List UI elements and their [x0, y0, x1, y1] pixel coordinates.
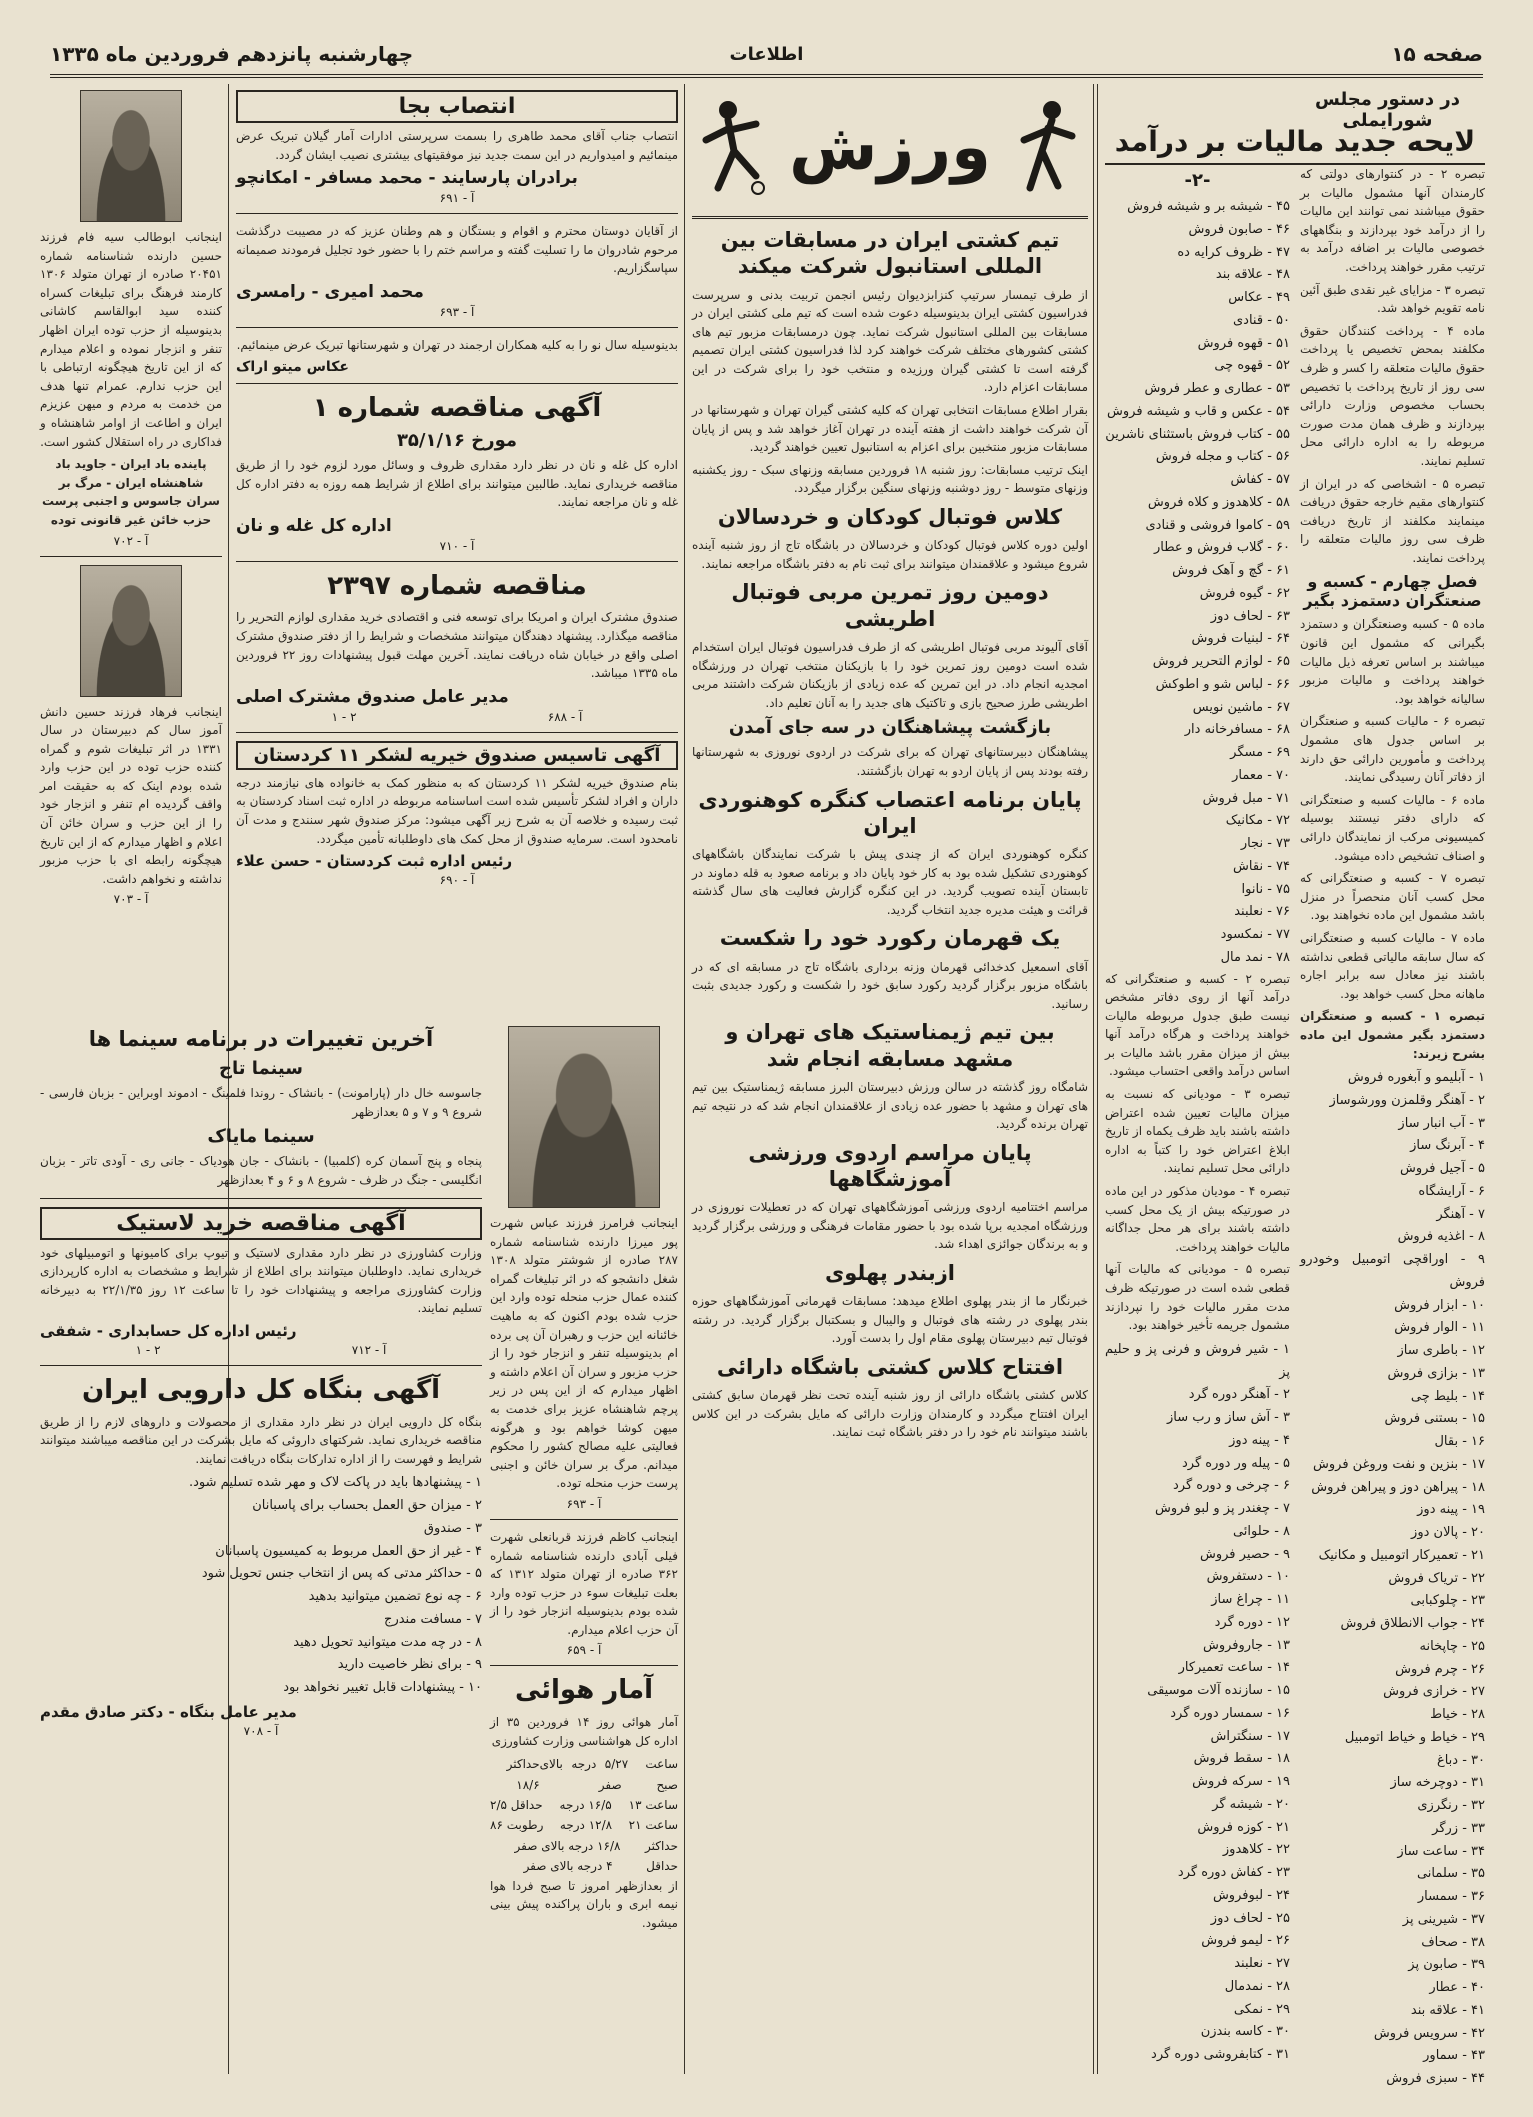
announcement-text: اینجانب فرامرز فرزند عباس شهرت پور میرزا دارنده شناسنامه شماره ۲۸۷ صادره از شوشتر متولد ۱۳۰۸ شغل دانشجو که در اثر تبلیغات گمراه کننده عمال حزب منحله توده وارد این حزب شده بودم اکنون که به ماهیت خائنانه این حزب و رهبران آن پی برده ام بدینوسیله تنفر و انزجار خود را از حزب مزبور و سران آن اعلام داشته و اظهار میدارم که از این پس در زیر پرچم شاهنشاه عزیز برای خدمت به میهن کوشا خواهم بود و هرگونه فعالیتی علیه مصالح کشور را محکوم میدانم. مرگ بر سران خائن و اجنبی پرست حزب منحله توده.: [490, 1216, 678, 1491]
trade-list-item: ۵۶ - کتاب و مجله فروش: [1155, 449, 1290, 465]
peddler-list-item: ۲۱ - کوزه فروش: [1197, 1819, 1290, 1835]
weather-cell: ساعت ۷ صبح: [621, 1757, 678, 1792]
weather-cell: حداکثر ۱۸/۶: [506, 1757, 540, 1792]
sports-headline: دومین روز تمرین مربی فوتبال اطریشی: [731, 580, 1049, 631]
ad-title: مناقصه شماره ۲۳۹۷: [327, 570, 587, 601]
trade-list-item: ۷۲ - مکانیک: [1225, 813, 1290, 829]
trade-list-item: ۲۵ - چاپخانه: [1419, 1638, 1485, 1654]
trade-list-item: ۴۲ - سرویس فروش: [1373, 2025, 1485, 2041]
peddler-list-item: ۱۹ - سرکه فروش: [1192, 1774, 1290, 1790]
ad-text: از آقایان دوستان محترم و اقوام و بستگان و هم وطنان عزیز که در مصیبت درگذشت مرحوم شادروان ما را تسلیت گفته و مراسم ختم را با حضور خود تجلیل فرمودند صمیمانه سپاسگزاریم.: [236, 224, 678, 276]
divider: [490, 1519, 678, 1520]
peddler-list-item: ۳ - آش ساز و رب ساز: [1166, 1410, 1290, 1426]
trade-list-item: ۳۹ - صابون پز: [1408, 1957, 1485, 1973]
trade-list-item: ۳۴ - ساعت ساز: [1397, 1843, 1485, 1859]
trade-list-item: ۱۱ - الوار فروش: [1394, 1320, 1485, 1336]
tax-bill-paragraph: تبصره ۲ - در کنتوارهای دولتی که کارمندان آنها مشمول مالیات بر حقوق میباشند نمی توانند این مالیات را از درآمد خود بپردازند و بنگاههای خصوصی مالیات بر اضافه درآمد به ترتیب مقرر خواهند پرداخت.: [1300, 167, 1486, 274]
peddler-list-item: ۴ - پینه دوز: [1229, 1432, 1290, 1448]
tax-bill-paragraph: ماده ۴ - پرداخت کنندگان حقوق مکلفند بمحض تخصیص یا پرداخت حقوق مالیات متعلقه را کسر و ظرف سی روز از تاریخ پرداخت با تخصیص بحساب مخصوص وزارت دارائی بپردازند و ظرف همان مدت صورت مربوطه را به اداره دارائی محل تسلیم نمایند.: [1300, 323, 1485, 468]
trade-list-item: ۱۰ - ابزار فروش: [1394, 1297, 1485, 1313]
peddler-list-item: ۱۷ - سنگتراش: [1210, 1728, 1290, 1744]
peddler-list-item: ۲۶ - لیمو فروش: [1201, 1933, 1290, 1949]
trade-list-item: ۵۰ - قنادی: [1233, 312, 1290, 328]
peddler-list-item: ۲۹ - نمکی: [1233, 2001, 1290, 2017]
trade-list-item: ۸ - اغذیه فروش: [1397, 1229, 1485, 1245]
weather-heading: آمار هوائی: [514, 1675, 654, 1706]
masthead-page: صفحه ۱۵: [1391, 42, 1483, 66]
ad-code: آ - ۶۹۳: [566, 1496, 602, 1511]
tax-bill-paragraph: ماده ۵ - کسبه وصنعتگران و دستمزد بگیرانی که مشمول این قانون میباشند بر اساس تعرفه ذیل مالیات خواهند پرداخت و مالیات مزبور سالیانه خواهد بود.: [1300, 617, 1485, 706]
ad-text: بنام صندوق خیریه لشکر ۱۱ کردستان که به منظور کمک به خانواده های نیازمند درجه داران و افراد لشکر تأسیس شده است اساسنامه مربوطه در اداره ثبت اسناد کردستان به ثبت رسیده و خلاصه آن به شرح زیر آگهی میشود: مرکز صندوق شهر سنندج و مدت آن نامحدود است. سرمایه صندوق از محل کمک های داوطلبانه تأمین میگردد.: [236, 775, 678, 846]
ad-subtitle: مورخ ۳۵/۱/۱۶: [396, 430, 518, 452]
weather-cell: ۵/۲ درجه بالای صفر: [539, 1757, 622, 1792]
weather-cell: حداقل: [646, 1859, 678, 1874]
sports-paragraph: خبرنگار ما از بندر پهلوی اطلاع میدهد: مسابقات قهرمانی آموزشگاههای حوزه بندر پهلوی در رشته های فوتبال و والیبال و بسکتبال برگزار گردید. در رشته فوتبال تیم دبیرستان پهلوی مقام اول را بدست آورد.: [692, 1294, 1088, 1346]
ad-title: آگهی تاسیس صندوق خیریه لشکر ۱۱ کردستان: [236, 741, 678, 770]
trade-list-item: ۶۵ - لوازم التحریر فروش: [1152, 654, 1290, 669]
divider: [236, 561, 678, 562]
trade-list-item: ۷۵ - نانوا: [1241, 881, 1290, 897]
declaration-text: اینجانب فرهاد فرزند حسین دانش آموز سال کم دبیرستان در سال ۱۳۳۱ در اثر تبلیغات شوم و گمراه کننده حزب توده در این حزب وارد شده بودم اینک که به حقیقت امر واقف گردیده ام تنفر و انزجار خود را از این حزب و سران خائن آن اعلام و اظهار میدارم که از این تاریخ هیچگونه رابطه ای با حزب مزبور نداشته و نخواهم داشت.: [40, 704, 222, 886]
trade-list-item: ۲۲ - تریاک فروش: [1388, 1570, 1485, 1586]
peddler-list-item: ۲۰ - شیشه گر: [1212, 1796, 1290, 1812]
trade-list-item: ۵۵ - کتاب فروش باستثنای ناشرین: [1105, 426, 1290, 442]
ad-code-row: [40, 1343, 482, 1357]
peddler-list-item: ۱۴ - ساعت تعمیرکار: [1178, 1660, 1290, 1676]
trade-list-column: [1105, 165, 1290, 2075]
trade-list-item: ۳ - آب انبار ساز: [1398, 1115, 1485, 1131]
tender-condition-item: ۳ - صندوق: [423, 1520, 482, 1536]
portrait-photo: [80, 90, 182, 222]
peddler-list-item: ۲۸ - نمدمال: [1224, 1978, 1290, 1994]
peddler-list-item: ۱ - شیر فروش و فرنی پز و حلیم پز: [1105, 1341, 1290, 1380]
footballer-figure-icon: [698, 96, 768, 196]
trade-list-item: ۹ - اوراقچی اتومبیل وخودرو فروش: [1300, 1252, 1485, 1290]
weather-row: [490, 1795, 678, 1815]
peddler-list-item: ۵ - پیله ور دوره گرد: [1181, 1455, 1290, 1471]
trade-list-item: ۷ - آهنگر: [1436, 1206, 1485, 1222]
sports-banner-title: ورزش: [789, 111, 991, 185]
ad-code-row: [236, 710, 678, 724]
trade-list-item: ۶۷ - ماشین نویس: [1192, 699, 1290, 715]
sports-banner: [692, 88, 1088, 208]
tender-condition-item: ۶ - چه نوع تضمین میتوانید بدهید: [308, 1589, 482, 1605]
trade-list-item: ۶ - آرایشگاه: [1418, 1183, 1485, 1199]
tax-bill-paragraph: تبصره ۵ - اشخاصی که در ایران از کنتوارهای مقیم خارجه حقوق دریافت مینمایند مکلفند از تاریخ دریافت ظرف سی روز مالیات متعلقه را پرداخت نمایند.: [1300, 476, 1485, 565]
trade-list-item: ۲۰ - پالان دوز: [1411, 1525, 1485, 1541]
tax-bill-paragraph: تبصره ۶ - مالیات کسبه و صنعتگران بر اساس جدول های مشمول پرداخت و مأمورین دارائی حق دارند از دفاتر آنان رسیدگی نمایند.: [1300, 714, 1485, 785]
ad-title: انتصاب بجا: [236, 90, 678, 123]
ad-text: بنگاه کل دارویی ایران در نظر دارد مقداری از محصولات و داروهای لازم را از طریق مناقصه خریداری نماید. شرکتهای داروئی که مایل بشرکت در این مناقصه میباشند میتوانند شرایط و فهرست را از اداره تدارکات بنگاه دریافت نمایند.: [40, 1414, 482, 1466]
cinema-listing: جاسوسه خال دار (پارامونت) - بانشاک - روندا فلمینگ - ادموند اوبراین - بزبان فارسی - شروع ۹ و ۷ و ۵ بعدازظهر: [40, 1086, 482, 1119]
peddler-list-item: ۹ - حصیر فروش: [1199, 1546, 1290, 1562]
trade-list-item: ۷۶ - نعلبند: [1234, 904, 1290, 920]
trade-list: [1105, 196, 1290, 970]
tax-bill-section-heading: فصل چهارم - کسبه و صنعتگران دستمزد بگیر: [1303, 572, 1482, 611]
trade-list-item: ۲۹ - خیاط و خیاط اتومبیل: [1344, 1729, 1485, 1745]
weather-cell: ۱۲/۸ درجه: [559, 1818, 613, 1833]
sports-paragraph: بقرار اطلاع مسابقات انتخابی تهران که کلیه کشتی گیران تهران و شهرستانها در آن شرکت خواهند داشت از هفته آینده در تهران آغاز خواهد شد و پس از پایان مسابقات مزبور منتخبین برای اعزام به استانبول تعیین خواهند گردید.: [692, 403, 1088, 455]
trade-list-item: ۶۰ - گلاب فروش و عطار: [1154, 540, 1290, 556]
weather-row: [490, 1754, 678, 1795]
trade-list-item: ۳۳ - زرگر: [1432, 1820, 1485, 1836]
portrait-photo: [80, 565, 182, 697]
declaration-text: اینجانب ابوطالب سیه فام فرزند حسین دارنده شناسنامه شماره ۲۰۴۵۱ صادره از تهران متولد ۱۳۰۶ کارمند فرهنگ برای تبلیغات کسراه کننده سید ابوالقاسم کاشانی بدینوسیله از حزب توده ایران اظهار تنفر و انزجار نموده و اعلام میدارم که از این تاریخ هیچگونه ارتباطی با این حزب ندارم. عمرام تنها هدف من خدمت به مردم و میهن عزیزم ایران و اطاعت از اوامر شاهنشاه و فداکاری در راه استقلال کشور است.: [40, 230, 222, 449]
sports-headline: تیم کشتی ایران در مسابقات بین المللی استانبول شرکت میکند: [720, 228, 1060, 279]
divider: [236, 213, 678, 214]
column-rule: [684, 84, 685, 2074]
trade-list-item: ۴۰ - عطار: [1429, 1980, 1485, 1996]
ad-signature: اداره کل غله و نان: [236, 515, 392, 536]
ad-code: آ - ۷۰۸: [243, 1723, 279, 1738]
sports-headline: کلاس فوتبال کودکان و خردسالان: [717, 505, 1063, 530]
weather-intro: آمار هوائی روز ۱۴ فروردین ۳۵ از اداره کل هواشناسی وزارت کشاورزی: [490, 1714, 678, 1748]
divider: [40, 556, 222, 557]
tender-condition-item: ۵ - حداکثر مدتی که پس از انتخاب جنس تحویل شود: [201, 1566, 482, 1582]
weather-note: از بعدازظهر امروز تا صبح فردا هوا نیمه ابری و باران پراکنده پیش بینی میشود.: [490, 1878, 678, 1930]
trade-list-item: ۳۵ - سلمانی: [1416, 1866, 1485, 1882]
ad-title: آگهی مناقصه شماره ۱: [312, 392, 602, 423]
tender-condition-item: ۷ - مسافت مندرج: [384, 1611, 482, 1627]
trade-list-item: ۳۷ - شیرینی پز: [1402, 1911, 1485, 1927]
weather-cell: ۴ درجه بالای صفر: [523, 1859, 613, 1874]
peddler-list-item: ۲۳ - کفاش دوره گرد: [1177, 1865, 1290, 1881]
ads-column-lower: [40, 1020, 482, 2075]
peddler-list-item: ۲۷ - نعلبند: [1234, 1956, 1290, 1972]
sports-paragraph: مراسم اختتامیه اردوی ورزشی آموزشگاههای تهران که در تعطیلات نوروزی در ورزشگاه امجدیه برپا شده بود با حضور مقامات فرهنگی و ورزشی برگزار گردید و به برندگان جوائزی اهداء شد.: [692, 1200, 1088, 1252]
trade-list-item: ۲۷ - خرازی فروش: [1383, 1684, 1485, 1700]
ad-signature: عکاس میتو اراک: [236, 358, 349, 375]
tax-bill-paragraph: تبصره ۴ - مودیان مذکور در این ماده در صورتیکه بیش از یک محل کسب داشته باشند برای هر محل جداگانه مالیات خواهند پرداخت.: [1105, 1184, 1291, 1254]
trade-list-item: ۱ - آبلیمو و آبغوره فروش: [1347, 1070, 1485, 1086]
tax-bill-paragraph: تبصره ۷ - کسبه و صنعتگرانی که محل کسب آنان منحصراً در منزل باشد مشمول این ماده نخواهند بود.: [1300, 871, 1485, 923]
trade-list-item: ۵۴ - عکس و قاب و شیشه فروش: [1107, 403, 1290, 419]
ads-column-upper: [236, 84, 678, 1044]
sports-paragraph: کنگره کوهنوردی ایران که از چندی پیش با شرکت نمایندگان باشگاههای کوهنوردی تشکیل شده بود به کار خود پایان داد و برنامه صعود به قله دماوند در تابستان آینده تصویب گردید. در این کنگره گزارش فعالیت های سال گذشته قرائت و هیئت مدیره جدید انتخاب گردید.: [692, 847, 1088, 917]
trade-list-item: ۴۸ - علاقه بند: [1215, 267, 1290, 283]
sports-headline: افتتاح کلاس کشتی باشگاه دارائی: [716, 1355, 1064, 1380]
peddler-list-item: ۱۵ - سازنده آلات موسیقی: [1147, 1683, 1290, 1699]
trade-list-item: ۲ - آهنگر وقلمزن وورشوساز: [1329, 1092, 1485, 1108]
trade-list-item: ۴۵ - شیشه بر و شیشه فروش: [1127, 199, 1290, 214]
tax-bill-paragraph: تبصره ۳ - مزایای غیر نقدی طبق آئین نامه تقویم خواهد شد.: [1300, 282, 1485, 316]
peddler-list-item: ۲۵ - لحاف دوز: [1210, 1910, 1290, 1926]
sports-paragraph: شامگاه روز گذشته در سالن ورزش دبیرستان البرز مسابقه ژیمناستیک بین تیم های تهران و مشهد با حضور عده زیادی از علاقمندان انجام شد که در نتیجه تیم تهران برنده گردید.: [692, 1079, 1088, 1132]
trade-list-item: ۱۶ - بقال: [1434, 1434, 1485, 1450]
tender-condition-item: ۱ - پیشنهادها باید در پاکت لاک و مهر شده تسلیم شود.: [189, 1475, 482, 1491]
ad-code: آ - ۶۵۹: [566, 1643, 602, 1658]
trade-list-item: ۷۰ - معمار: [1232, 767, 1290, 783]
trade-list-item: ۳۶ - سمسار: [1417, 1889, 1485, 1905]
trade-list-part-heading: -۲-: [1184, 170, 1211, 191]
sports-paragraph: از طرف تیمسار سرتیپ کنزابزدیوان رئیس انجمن تربیت بدنی و سرپرست فدراسیون کشتی ایران بدینوسیله دعوت شده است که تیم ملی کشتی ایران در مسابقات بین المللی استانبول شرکت نماید. چون درمسابقات مزبور تیم های کشتی کشورهای مختلف شرکت خواهند کرد لذا فدراسیون کشتی ایران تصمیم گرفته است تا کشتی گیران ورزیده و منتخب خود را برای شرکت در این مسابقات اعزام دارد.: [692, 287, 1088, 395]
masthead: [50, 34, 1483, 78]
ad-code: ۲ - ۱: [135, 1343, 161, 1357]
tax-bill-paragraph: ماده ۷ - مالیات کسبه و صنعتگرانی که سال سابقه مالیاتی قطعی نداشته باشند نیز معادل سه برابر اجاره ماهانه محل کسب خواهد بود.: [1300, 930, 1485, 1001]
peddler-list-item: ۱۳ - جاروفروش: [1202, 1637, 1290, 1653]
sports-paragraph: اینک ترتیب مسابقات: روز شنبه ۱۸ فروردین مسابقه وزنهای سبک - روز یکشنبه وزنهای متوسط - روز دوشنبه وزنهای سنگین برگزار میگردد.: [692, 462, 1089, 496]
trade-list-item: ۴۱ - علاقه بند: [1410, 2002, 1485, 2018]
ad-text: اداره کل غله و نان در نظر دارد مقداری ظروف و وسائل مورد لزوم خود را از طریق مناقصه خریداری نماید. طالبین میتوانند برای اطلاع از شرایط همه روزه به دفتر اداره کل غله و نان مراجعه نمایند.: [236, 458, 678, 510]
trade-list-item: ۶۱ - گچ و آهک فروش: [1172, 563, 1290, 578]
peddler-list-item: ۲ - آهنگر دوره گرد: [1188, 1387, 1290, 1403]
sports-paragraph: اولین دوره کلاس فوتبال کودکان و خردسالان در باشگاه تاج از روز شنبه آینده شروع میشود و علاقمندان میتوانند برای ثبت نام به دفتر باشگاه مراجعه نمایند.: [692, 538, 1088, 571]
declarations-column: [40, 84, 222, 1014]
ad-title: آگهی بنگاه کل دارویی ایران: [81, 1375, 441, 1405]
weather-row: [490, 1856, 678, 1876]
trade-list-item: ۱۴ - بلیط چی: [1410, 1388, 1485, 1404]
trade-list-item: ۵۲ - قهوه چی: [1214, 358, 1290, 374]
tender-condition-item: ۹ - برای نظر خاصیت دارید: [337, 1657, 482, 1673]
trade-list-item: ۷۱ - مبل فروش: [1202, 790, 1290, 806]
weather-cell: ساعت ۲۱: [628, 1818, 678, 1833]
ad-signature: رئیس اداره کل حسابداری - شفقی: [40, 1322, 297, 1340]
trade-list-item: ۵۳ - عطاری و عطر فروش: [1144, 381, 1290, 396]
masthead-date: چهارشنبه پانزدهم فروردین ماه ۱۳۳۵: [50, 42, 414, 66]
divider: [236, 327, 678, 328]
tax-bill-paragraph: تبصره ۵ - مودیانی که مالیات آنها قطعی شده است در صورتیکه ظرف مدت مقرر مالیات خود را نپردازند مشمول جریمه تأخیر خواهند بود.: [1105, 1262, 1290, 1333]
ad-code: آ - ۶۹۱: [439, 191, 475, 206]
trade-list-item: ۴۹ - عکاس: [1228, 290, 1290, 305]
ad-code: آ - ۷۱۰: [439, 538, 475, 553]
tender-conditions-list: [40, 1472, 482, 1700]
masthead-paper-name: اطلاعات: [729, 43, 804, 65]
trade-list-item: ۱۲ - باطری ساز: [1397, 1343, 1485, 1359]
column-rule: [1097, 84, 1098, 2074]
trade-list-item: ۶۹ - مسگر: [1230, 745, 1290, 760]
peddler-list-item: ۱۱ - چراغ ساز: [1211, 1592, 1290, 1608]
ad-text: بدینوسیله سال نو را به کلیه همکاران ارجمند در تهران و شهرستانها تبریک عرض مینمائیم.: [236, 337, 678, 352]
ad-code: آ - ۷۰۳: [113, 892, 149, 907]
weather-row: [490, 1836, 678, 1856]
peddler-list-item: ۸ - حلوائی: [1232, 1523, 1290, 1539]
trade-list-item: ۲۶ - چرم فروش: [1395, 1661, 1485, 1677]
peddler-list-item: ۲۴ - لبوفروش: [1212, 1887, 1290, 1903]
tender-condition-item: ۴ - غیر از حق العمل مربوط به کمیسیون پاسبانان: [215, 1543, 482, 1559]
trade-list-item: ۷۷ - نمکسود: [1220, 927, 1290, 942]
wrestler-figure-icon: [1012, 96, 1082, 196]
cinema-name: سینما تاج: [219, 1058, 303, 1080]
ad-signature: محمد امیری - رامسری: [236, 281, 424, 302]
ad-text: صندوق مشترک ایران و امریکا برای توسعه فنی و اقتصادی خرید مقداری لوازم التحریر را مناقصه میگذارد. پیشنهاد دهندگان میتوانند مشخصات و شرایط را از دفتر صندوق مشترک اصلی واقع در خیابان شاه دریافت نمایند. آخرین مهلت قبول پیشنهادات روز ۲۲ فروردین ماه ۱۳۳۵ میباشد.: [236, 610, 678, 681]
ad-code: آ - ۷۰۲: [113, 533, 149, 548]
cinema-heading: آخرین تغییرات در برنامه سینما ها: [88, 1027, 434, 1051]
cinema-name: سینما مایاک: [207, 1126, 315, 1148]
column-rule: [1093, 84, 1094, 2074]
ad-signature: رئیس اداره ثبت کردستان - حسن علاء: [236, 852, 513, 871]
trade-list-item: ۳۸ - صحاف: [1421, 1934, 1485, 1950]
divider: [692, 216, 1088, 219]
peddler-list: [1105, 1339, 1290, 2067]
ad-code: آ - ۶۹۳: [439, 304, 475, 319]
peddler-list-item: ۷ - چغندر پز و لبو فروش: [1154, 1501, 1290, 1517]
ad-signature: مدیر عامل بنگاه - دکتر صادق مقدم: [40, 1702, 297, 1721]
trade-list-item: ۶۶ - لباس شو و اطوکش: [1155, 676, 1290, 692]
sports-headline: پایان مراسم اردوی ورزشی آموزشگاهها: [748, 1140, 1032, 1191]
ad-text: وزارت کشاورزی در نظر دارد مقداری لاستیک و تیوپ برای کامیونها و اتومبیلهای خود خریداری نماید. داوطلبان میتوانند برای اطلاع از شرایط و مشخصات به اداره کارپردازی وزارت کشاورزی مراجعه و پیشنهادات خود را تا ساعت ۱۲ روز ۲۲/۱/۳۵ به دبیرخانه تسلیم نمایند.: [40, 1245, 482, 1316]
sports-headline: ازبندر پهلوی: [824, 1261, 955, 1285]
sports-column: [692, 84, 1088, 2074]
trade-list-item: ۱۸ - پیراهن دوز و پیراهن فروش: [1311, 1479, 1485, 1495]
trade-list-item: ۱۷ - بنزین و نفت وروغن فروش: [1313, 1456, 1485, 1472]
tax-bill-paragraph: تبصره ۲ - کسبه و صنعتگرانی که درآمد آنها از روی دفاتر مشخص نیست طبق جدول مربوطه مالیات خواهند پرداخت و هرگاه درآمد آنها بیش از میزان مقرر باشد مالیات بر اساس درآمد واقعی احتساب میشود.: [1105, 971, 1290, 1079]
divider: [236, 732, 678, 733]
weather-cell: حداکثر: [644, 1838, 678, 1853]
weather-cell: رطوبت ۸۶: [490, 1818, 544, 1833]
cinema-listing: پنجاه و پنج آسمان کره (کلمبیا) - بانشاک - جان هودیاک - جانی ری - آودی تاتر - بزبان انگلیسی - جنگ در ظرف - شروع ۸ و ۶ و ۴ بعدازظهر: [40, 1154, 482, 1188]
sports-paragraph: آقای اسمعیل کدخدائی قهرمان وزنه برداری باشگاه تاج در مسابقه ای که در باشگاه مزبور برگزار گردید رکورد سابق خود را شکست و رکورد جدیدی بثبت رسانید.: [692, 959, 1088, 1011]
peddler-list-item: ۱۶ - سمسار دوره گرد: [1170, 1705, 1290, 1721]
trade-list-item: ۳۰ - دباغ: [1436, 1752, 1485, 1768]
trade-list-item: ۱۹ - پینه دوز: [1417, 1502, 1485, 1518]
divider: [40, 1198, 482, 1199]
tender-condition-item: ۱۰ - پیشنهادات قابل تغییر نخواهد بود: [283, 1680, 482, 1696]
sports-headline: یک قهرمان رکورد خود را شکست: [719, 926, 1061, 951]
trade-list-item: ۶۳ - لحاف دوز: [1210, 608, 1290, 624]
sports-headline: بازگشت پیشاهنگان در سه جای آمدن: [728, 717, 1052, 739]
trade-list-item: ۴۴ - سبزی فروش: [1386, 2071, 1485, 2087]
ad-code: ۲ - ۱: [331, 709, 357, 724]
trade-list-item: ۴۳ - سماور: [1423, 2048, 1485, 2064]
weather-cell: ۱۶/۸ درجه بالای صفر: [514, 1838, 621, 1853]
tax-bill-list-heading: تبصره ۱ - کسبه و صنعتگران دستمزد بگیر مشمول این ماده بشرح زیرند:: [1300, 1009, 1485, 1061]
ad-signature: برادران پارسایند - محمد مسافر - امکانچو: [236, 168, 578, 189]
weather-table: [490, 1754, 678, 1876]
tender-condition-item: ۸ - در چه مدت میتوانید تحویل دهید: [293, 1634, 482, 1650]
trade-list-item: ۳۲ - رنگرزی: [1417, 1798, 1485, 1814]
trade-list-item: ۶۸ - مسافرخانه دار: [1184, 722, 1290, 738]
trade-list-item: ۵۹ - کاموا فروشی و قنادی: [1145, 517, 1290, 533]
trade-list-item: ۲۸ - خیاط: [1430, 1707, 1485, 1723]
weather-cell: ساعت ۱۳: [628, 1797, 678, 1812]
announcement-text: اینجانب کاظم فرزند قربانعلی شهرت فیلی آبادی دارنده شناسنامه شماره ۳۶۲ صادره از تهران متولد ۱۳۱۲ که بعلت تبلیغات سوء در حزب توده وارد شده بودم بدینوسیله انزجار خود را از آن حزب اعلام میدارم.: [490, 1529, 678, 1637]
peddler-list-item: ۶ - چرخی و دوره گرد: [1172, 1478, 1290, 1494]
sports-headline: پایان برنامه اعتصاب کنگره کوهنوردی ایران: [698, 787, 1082, 838]
ad-code: آ - ۶۹۰: [439, 873, 475, 888]
trade-list-item: ۴ - آبرنگ ساز: [1410, 1138, 1485, 1154]
sports-paragraph: کلاس کشتی باشگاه دارائی از روز شنبه آینده تحت نظر قهرمان سابق کشتی ایران افتتاح میگردد و کارمندان وزارت دارائی که مایل بشرکت در این کلاس باشند میتوانند نام خود را در دفتر باشگاه ثبت نمایند.: [692, 1388, 1088, 1440]
announcement-column: [490, 1020, 678, 2075]
tax-bill-paragraph: تبصره ۳ - مودیانی که نسبت به میزان مالیات تعیین شده اعتراض داشته باشند باید ظرف یکماه از تاریخ ابلاغ اعتراض خود را کتباً به اداره دارائی محل تسلیم نمایند.: [1105, 1087, 1290, 1176]
weather-row: [490, 1815, 678, 1835]
tender-condition-item: ۲ - میزان حق العمل بحساب برای پاسبانان: [252, 1498, 482, 1514]
ad-signature: مدیر عامل صندوق مشترک اصلی: [236, 686, 509, 707]
sports-paragraph: آقای آلیوند مربی فوتبال اطریشی که از طرف فدراسیون فوتبال ایران استخدام شده است دومین روز تمرین خود را با بازیکنان منتخب تهران در ورزشگاه امجدیه انجام داد. در این تمرین که عده زیادی از بازیکنان شرکت داشتند مربی اطریشی طرز صحیح بازی و تاکتیک های جدید را به آنان تعلیم داد.: [692, 639, 1088, 710]
peddler-list-item: ۳۱ - کتابفروشی دوره گرد: [1151, 2047, 1290, 2063]
ad-text: انتصاب جناب آقای محمد طاهری را بسمت سرپرستی ادارات آمار گیلان تبریک عرض مینمائیم و امیدواریم در این سمت جدید نیز موفقیتهای بیشتری نصیب ایشان گردد.: [236, 129, 678, 162]
weather-cell: حداقل ۲/۵: [490, 1797, 543, 1812]
tax-bill-paragraph: ماده ۶ - مالیات کسبه و صنعتگرانی که دارای دفتر نیستند بوسیله کمیسیونی مرکب از نمایندگان دارائی و اصناف تشخیص داده میشود.: [1300, 792, 1485, 863]
tax-bill-body: [1300, 165, 1486, 2087]
trade-list-item: ۴۷ - ظروف کرایه ده: [1177, 244, 1290, 260]
divider: [236, 383, 678, 384]
trade-list-item: ۶۴ - لبنیات فروش: [1191, 631, 1290, 647]
trade-list-item: ۵۱ - قهوه فروش: [1197, 335, 1290, 351]
sports-headline: بین تیم ژیمناستیک های تهران و مشهد مسابقه انجام شد: [725, 1020, 1055, 1071]
peddler-list-item: ۱۲ - دوره گرد: [1214, 1614, 1290, 1630]
trade-list-item: ۱۳ - بزازی فروش: [1387, 1365, 1485, 1381]
ad-title: آگهی مناقصه خرید لاستیک: [40, 1207, 482, 1240]
trade-list-item: ۲۴ - جواب الانطلاق فروش: [1340, 1616, 1485, 1632]
trade-list-item: ۲۱ - تعمیرکار اتومبیل و مکانیک: [1318, 1547, 1485, 1563]
ad-code: آ - ۷۱۲: [351, 1343, 387, 1357]
divider: [490, 1665, 678, 1666]
trade-list: [1300, 1067, 1485, 2091]
peddler-list-item: ۲۲ - کلاهدوز: [1222, 1842, 1290, 1858]
trade-list-item: ۵ - آجیل فروش: [1399, 1161, 1485, 1177]
peddler-list-item: ۱۰ - دستفروش: [1206, 1569, 1290, 1585]
sports-paragraph: پیشاهنگان دبیرستانهای تهران که برای شرکت در اردوی نوروزی به شهرستانها رفته بودند پس از پایان اردو به تهران بازگشتند.: [692, 745, 1088, 778]
trade-list-item: ۷۴ - نقاش: [1233, 858, 1290, 874]
trade-list-item: ۱۵ - بستنی فروش: [1384, 1411, 1485, 1427]
peddler-list-item: ۱۸ - سقط فروش: [1193, 1751, 1290, 1767]
ad-code: آ - ۶۸۸: [547, 709, 583, 724]
trade-list-item: ۳۱ - دوچرخه ساز: [1390, 1775, 1485, 1791]
trade-list-item: ۶۲ - گیوه فروش: [1199, 585, 1290, 601]
portrait-photo: [508, 1026, 660, 1208]
trade-list-item: ۴۶ - صابون فروش: [1188, 221, 1290, 237]
tax-bill-kicker: در دستور مجلس شورایملی: [1315, 89, 1460, 131]
weather-cell: ۱۶/۵ درجه: [559, 1797, 612, 1812]
tax-bill-headline: لایحه جدید مالیات بر درآمد: [1105, 124, 1485, 165]
divider: [40, 1365, 482, 1366]
trade-list-item: ۷۳ - نجار: [1240, 836, 1290, 851]
trade-list-item: ۷۸ - نمد مال: [1220, 949, 1290, 965]
peddler-list-item: ۳۰ - کاسه بندزن: [1200, 2024, 1290, 2040]
trade-list-item: ۵۷ - کفاش: [1230, 472, 1290, 487]
declaration-slogan: پاینده باد ایران - جاوید باد شاهنشاه ایران - مرگ بر سران جاسوس و اجنبی پرست حزب خائن غیر قانونی توده: [41, 457, 220, 527]
trade-list-item: ۵۸ - کلاهدوز و کلاه فروش: [1147, 494, 1290, 510]
trade-list-item: ۲۳ - چلوکبابی: [1410, 1593, 1485, 1609]
